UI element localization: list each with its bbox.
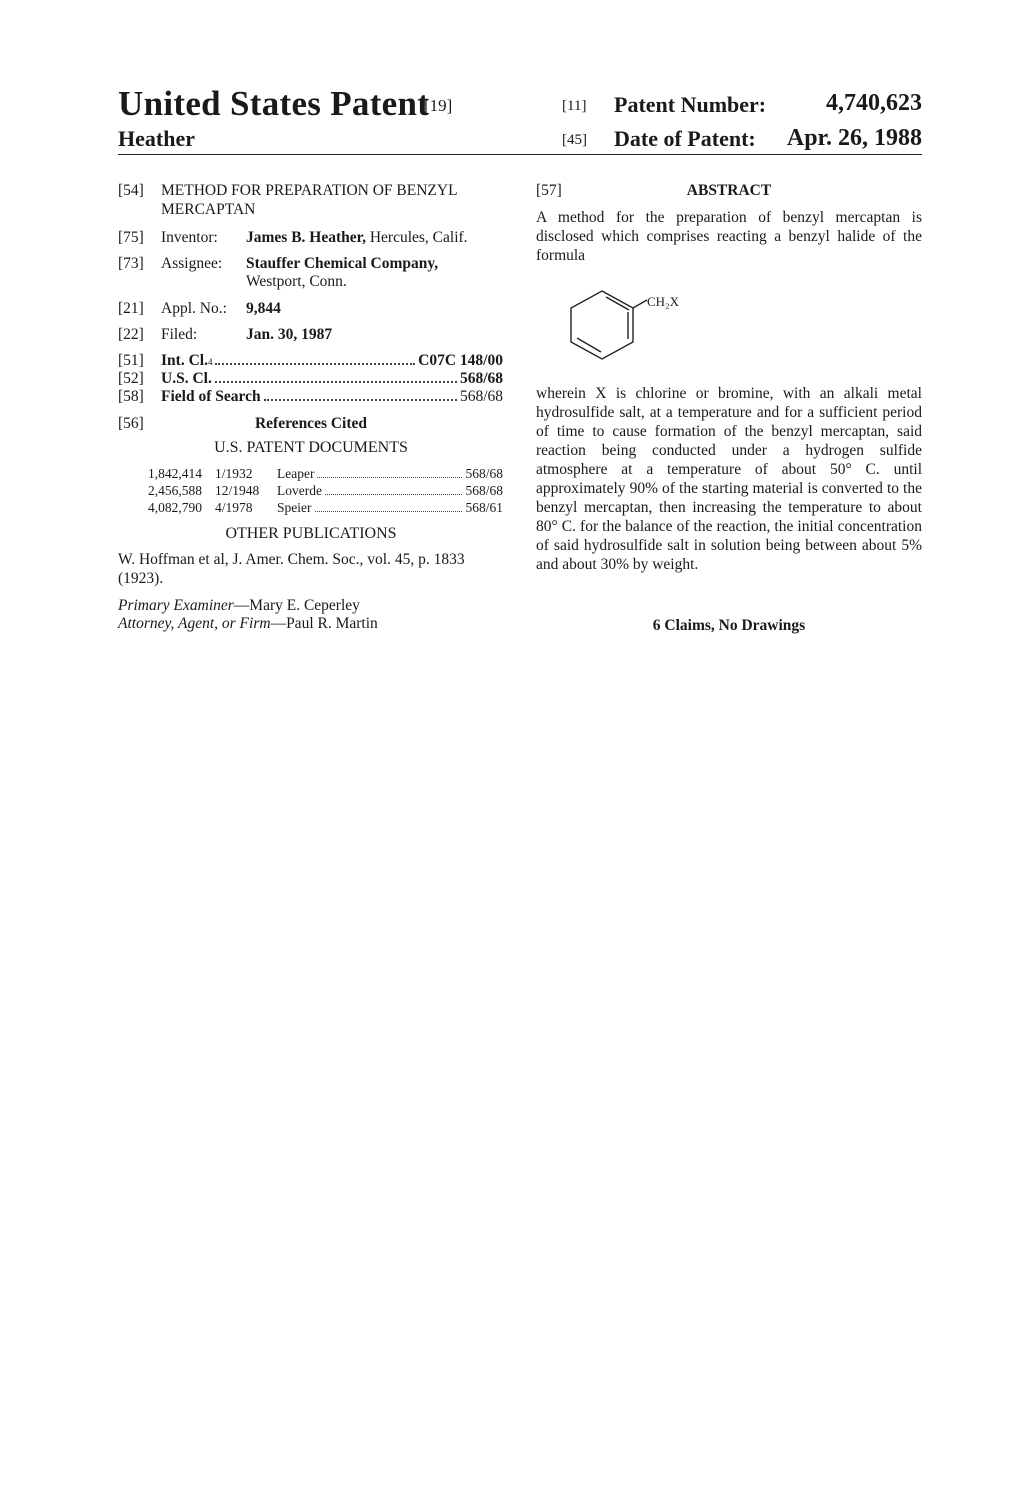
other-publication-entry: W. Hoffman et al, J. Amer. Chem. Soc., vol. 45, p. 1833 (1923). — [118, 551, 465, 587]
ref-name: Leaper — [277, 466, 315, 481]
us-patent-documents-heading: U.S. PATENT DOCUMENTS — [214, 439, 408, 456]
invention-title-line1: METHOD FOR PREPARATION OF BENZYL — [161, 182, 458, 199]
field-of-search-value: 568/68 — [459, 388, 503, 405]
patent-number-label: Patent Number: — [614, 92, 767, 117]
ref-date: 12/1948 — [215, 483, 260, 498]
field-tag-54: [54] — [118, 182, 144, 199]
field-tag-22: [22] — [118, 326, 144, 343]
field-tag-73: [73] — [118, 255, 144, 272]
invention-title-line2: MERCAPTAN — [161, 201, 256, 218]
int-cl-superscript: 4 — [207, 357, 213, 367]
filed-label: Filed: — [161, 326, 198, 343]
patent-references-list — [148, 465, 503, 516]
formula-substituent-label: CH₂X — [647, 294, 679, 309]
date-of-patent-label: Date of Patent: — [614, 126, 756, 151]
primary-examiner-name: —Mary E. Ceperley — [233, 597, 360, 614]
benzyl-halide-structure — [565, 285, 695, 360]
field-tag-51: [51] — [118, 352, 144, 369]
field-tag-58: [58] — [118, 388, 144, 405]
ref-date: 4/1978 — [215, 500, 253, 515]
ref-class: 568/68 — [465, 483, 503, 498]
attorney-name: —Paul R. Martin — [270, 615, 378, 632]
other-publications-heading: OTHER PUBLICATIONS — [225, 525, 397, 542]
patent-number-tag: [11] — [562, 98, 587, 114]
field-tag-52: [52] — [118, 370, 144, 387]
field-tag-57: [57] — [536, 182, 562, 199]
field-tag-56: [56] — [118, 415, 144, 432]
field-of-search-row — [161, 388, 503, 406]
inventor-location: Hercules, Calif. — [369, 229, 468, 246]
patent-reference-row — [148, 482, 503, 499]
inventor-name: James B. Heather, — [246, 229, 366, 246]
appl-no-value: 9,844 — [246, 300, 281, 317]
header-divider — [118, 154, 922, 155]
us-cl-label: U.S. Cl. — [161, 370, 212, 387]
int-cl-row — [161, 352, 503, 370]
ref-class: 568/68 — [465, 466, 503, 481]
ref-number: 2,456,588 — [148, 483, 202, 498]
assignee-name: Stauffer Chemical Company, — [246, 255, 439, 272]
int-cl-value: C07C 148/00 — [418, 352, 503, 369]
field-of-search-label: Field of Search — [161, 388, 261, 405]
ref-class: 568/61 — [465, 500, 503, 515]
assignee-label: Assignee: — [161, 255, 223, 272]
assignee-location: Westport, Conn. — [246, 273, 347, 290]
patent-reference-row — [148, 499, 503, 516]
date-of-patent-value: Apr. 26, 1988 — [786, 125, 922, 151]
ref-name: Speier — [277, 500, 312, 515]
appl-no-label: Appl. No.: — [161, 300, 227, 317]
references-cited-heading: References Cited — [254, 415, 368, 432]
claims-summary: 6 Claims, No Drawings — [652, 617, 806, 634]
abstract-paragraph-1: A method for the preparation of benzyl mercaptan is disclosed which comprises reacting a benzyl halide of the formula — [536, 209, 922, 264]
filed-date: Jan. 30, 1987 — [246, 326, 333, 343]
ref-name: Loverde — [277, 483, 322, 498]
int-cl-label: Int. Cl. — [161, 352, 208, 369]
title-code-tag: [19] — [424, 96, 453, 115]
ref-date: 1/1932 — [215, 466, 253, 481]
patent-office-title: United States Patent — [118, 84, 430, 123]
us-cl-row — [161, 370, 503, 388]
abstract-paragraph-2: wherein X is chlorine or bromine, with an alkali metal hydrosulfide salt, at a temperature and for a sufficient period of time to cause formation of the benzyl mercaptan, said reaction being conducted under a hydrogen sulfide atmosphere at a temperature of about 50° C. until approximately 90% of the starting material is converted to the benzyl mercaptan, then increasing the temperature to about 80° C. for the balance of the reaction, the initial concentration of said hydrosulfide salt in solution being between about 5% and about 30% by weight. — [536, 385, 922, 573]
inventor-label: Inventor: — [161, 229, 218, 246]
abstract-heading: ABSTRACT — [686, 182, 772, 199]
field-tag-21: [21] — [118, 300, 144, 317]
header-inventor-surname: Heather — [118, 126, 195, 151]
us-cl-value: 568/68 — [459, 370, 503, 387]
ref-number: 4,082,790 — [148, 500, 202, 515]
attorney-label: Attorney, Agent, or Firm — [118, 615, 271, 632]
primary-examiner-label: Primary Examiner — [118, 597, 234, 614]
date-of-patent-tag: [45] — [562, 132, 587, 148]
patent-number-value: 4,740,623 — [826, 90, 922, 116]
field-tag-75: [75] — [118, 229, 144, 246]
patent-reference-row — [148, 465, 503, 482]
ref-number: 1,842,414 — [148, 466, 202, 481]
